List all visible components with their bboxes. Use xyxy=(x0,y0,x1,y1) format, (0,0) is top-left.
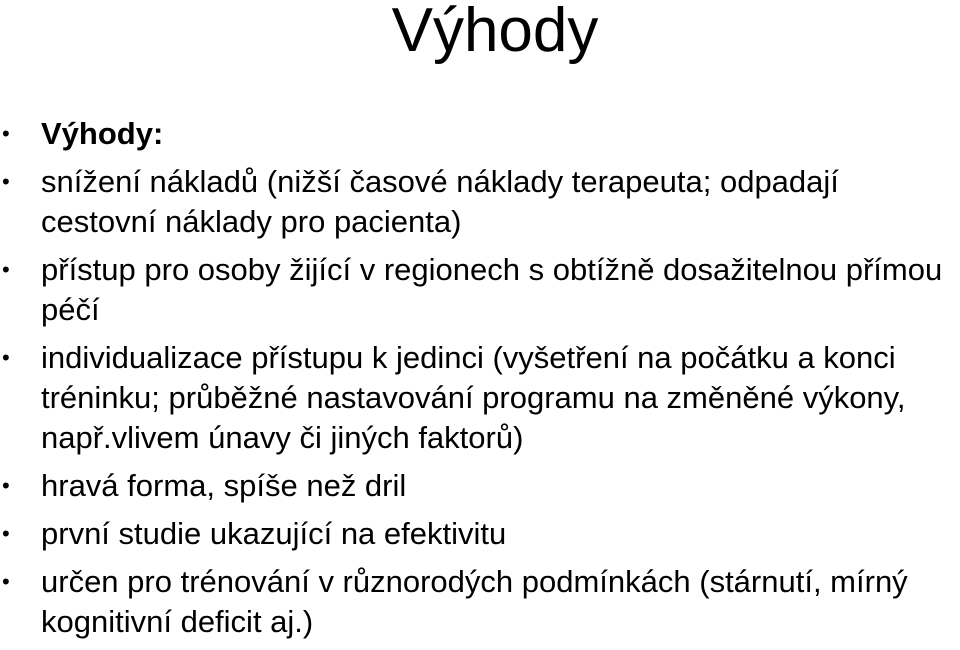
bullet-item-target xyxy=(0,562,960,642)
bullet-text: snížení nákladů (nižší časové náklady terapeuta; odpadají cestovní náklady pro pacienta) xyxy=(41,164,839,239)
bullet-icon: • xyxy=(2,521,10,546)
bullet-text: Výhody: xyxy=(41,116,164,151)
bullet-icon: • xyxy=(2,121,10,146)
bullet-item-studies xyxy=(0,514,960,554)
bullet-list xyxy=(0,114,960,650)
bullet-text: přístup pro osoby žijící v regionech s obtížně dosažitelnou přímou péčí xyxy=(41,252,943,327)
bullet-icon: • xyxy=(2,257,10,282)
bullet-icon: • xyxy=(2,169,10,194)
bullet-icon: • xyxy=(2,473,10,498)
bullet-item-playful xyxy=(0,466,960,506)
bullet-item-access xyxy=(0,250,960,330)
bullet-text: určen pro trénování v různorodých podmínkách (stárnutí, mírný kognitivní deficit aj.) xyxy=(41,564,908,639)
bullet-item-cost xyxy=(0,162,960,242)
slide-title: Výhody xyxy=(391,0,599,65)
bullet-item-heading xyxy=(0,114,960,154)
bullet-item-individualization xyxy=(0,338,960,458)
bullet-icon: • xyxy=(2,569,10,594)
bullet-text: hravá forma, spíše než dril xyxy=(41,468,407,503)
bullet-icon: • xyxy=(2,345,10,370)
bullet-text: individualizace přístupu k jedinci (vyšetření na počátku a konci tréninku; průběžné nastavování programu na změněné výkony, např.vlivem únavy či jiných faktorů) xyxy=(41,340,906,455)
bullet-text: první studie ukazující na efektivitu xyxy=(41,516,507,551)
